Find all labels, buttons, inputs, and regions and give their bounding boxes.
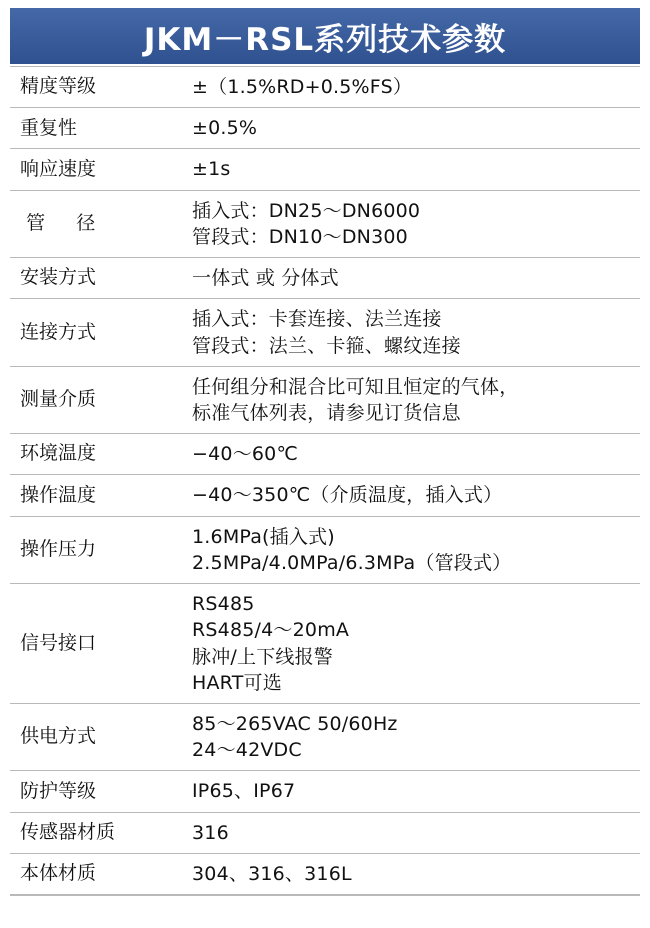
row-label: 传感器材质 (20, 820, 116, 843)
row-value-line: RS485/4～20mA (192, 619, 350, 642)
row-label: 信号接口 (20, 631, 97, 654)
table-row (10, 584, 640, 704)
row-label: 连接方式 (20, 320, 97, 343)
page-title: JKM－RSL系列技术参数 (143, 21, 507, 58)
specification-table (10, 66, 640, 895)
row-value (186, 149, 640, 190)
title-bar (10, 8, 640, 64)
table-row (10, 258, 640, 299)
row-label: 防护等级 (20, 779, 97, 802)
row-value-line: −40～60℃ (192, 443, 299, 466)
row-label: 响应速度 (20, 157, 97, 180)
table-row (10, 434, 640, 475)
row-value (186, 299, 640, 366)
row-value-line: 管段式：法兰、卡箍、螺纹连接 (192, 334, 461, 357)
row-value-line: HART可选 (192, 671, 282, 694)
row-value (186, 771, 640, 812)
row-value-line: 316 (192, 821, 229, 844)
row-value (186, 258, 640, 299)
row-value (186, 853, 640, 894)
row-label: 环境温度 (20, 442, 97, 465)
table-bottom-rule (10, 895, 640, 896)
row-label: 精度等级 (10, 67, 186, 108)
row-label: 本体材质 (20, 862, 97, 885)
table-body (10, 67, 640, 895)
row-label: 供电方式 (20, 725, 97, 748)
table-row (10, 299, 640, 366)
row-value-line: RS485 (192, 593, 255, 616)
table-row (10, 108, 640, 149)
row-value-line: 24～42VDC (192, 739, 302, 762)
row-value (186, 366, 640, 433)
table-row (10, 812, 640, 853)
table-row (10, 366, 640, 433)
row-value-line: 85～265VAC 50/60Hz (192, 712, 398, 735)
row-value-line: 任何组分和混合比可知且恒定的气体， (192, 375, 519, 398)
table-row (10, 67, 640, 108)
row-value-line: 插入式：卡套连接、法兰连接 (192, 308, 442, 331)
row-value-line: 脉冲/上下线报警 (192, 645, 334, 668)
table-row (10, 190, 640, 257)
row-label: 重复性 (20, 116, 78, 139)
row-label: 操作温度 (20, 483, 97, 506)
row-label: 管 径 (26, 212, 102, 235)
row-value-line: ±1s (192, 158, 231, 181)
row-value-line: ±0.5% (192, 117, 258, 140)
table-row (10, 516, 640, 583)
row-value-line: IP65、IP67 (192, 780, 296, 803)
row-value (186, 584, 640, 704)
row-label: 测量介质 (20, 388, 97, 411)
table-row (10, 475, 640, 516)
table-row (10, 771, 640, 812)
row-value (186, 516, 640, 583)
row-value (186, 475, 640, 516)
table-row (10, 703, 640, 770)
row-value (186, 190, 640, 257)
row-value-line: ±（1.5%RD+0.5%FS） (192, 76, 413, 98)
row-label: 安装方式 (20, 266, 97, 289)
row-value-line: 插入式：DN25～DN6000 (192, 199, 421, 222)
row-label: 操作压力 (20, 538, 97, 561)
row-value-line: 304、316、316L (192, 862, 352, 885)
row-value-line: 一体式 或 分体式 (192, 267, 339, 290)
row-value-line: 标准气体列表，请参见订货信息 (192, 401, 461, 424)
row-value (186, 703, 640, 770)
table-row (10, 149, 640, 190)
row-value-line: 2.5MPa/4.0MPa/6.3MPa（管段式） (192, 551, 512, 574)
row-value (186, 812, 640, 853)
row-value-line: −40～350℃（介质温度，插入式） (192, 484, 503, 507)
row-value (186, 434, 640, 475)
row-value (186, 67, 640, 108)
row-value (186, 108, 640, 149)
row-value-line: 管段式：DN10～DN300 (192, 225, 408, 248)
row-value-line: 1.6MPa(插入式) (192, 525, 335, 548)
table-row (10, 853, 640, 894)
